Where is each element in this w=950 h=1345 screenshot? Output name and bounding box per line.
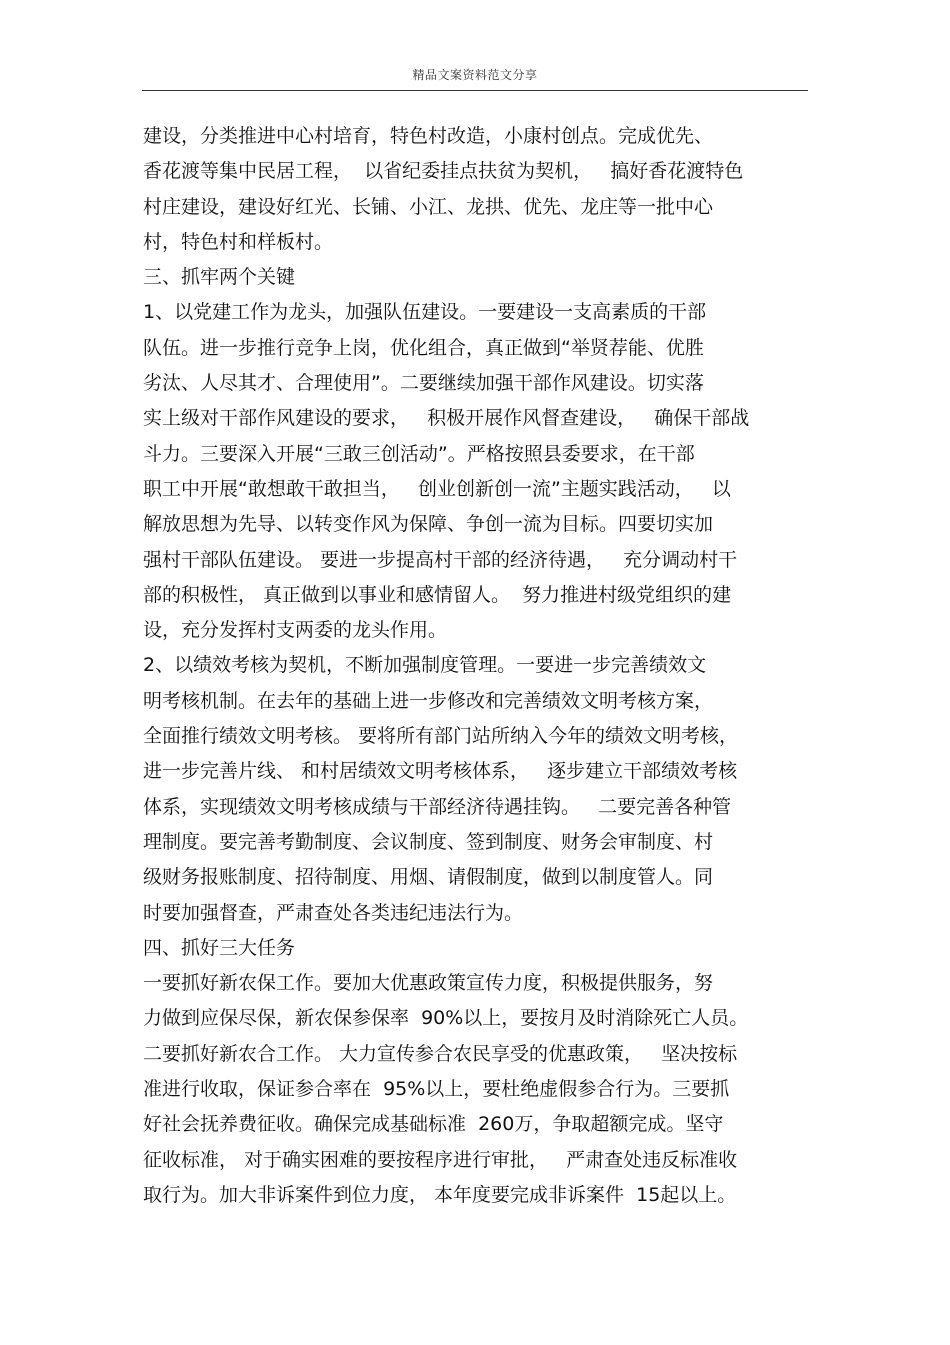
text-line: 斗力。三要深入开展“三敢三创活动”。严格按照县委要求，在干部 bbox=[143, 442, 695, 465]
text-line: 明考核机制。在去年的基础上进一步修改和完善绩效文明考核方案， bbox=[143, 689, 714, 712]
section-heading: 三、抓牢两个关键 bbox=[143, 266, 296, 289]
text-line: 取行为。加大非诉案件到位力度， 本年度要完成非诉案件 15起以上。 bbox=[143, 1183, 737, 1206]
text-line: 劣汰、人尽其才、合理使用”。二要继续加强干部作风建设。切实落 bbox=[143, 372, 704, 395]
text-line: 1、以党建工作为龙头，加强队伍建设。一要建设一支高素质的干部 bbox=[143, 301, 707, 324]
text-line: 进一步完善片线、 和村居绩效文明考核体系， 逐步建立干部绩效考核 bbox=[143, 760, 738, 783]
text-line: 好社会抚养费征收。确保完成基础标准 260万，争取超额完成。坚守 bbox=[143, 1113, 724, 1136]
text-line: 设，充分发挥村支两委的龙头作用。 bbox=[143, 619, 448, 642]
text-line: 时要加强督查，严肃查处各类违纪违法行为。 bbox=[143, 901, 524, 924]
text-line: 力做到应保尽保，新农保参保率 90%以上，要按月及时消除死亡人员。 bbox=[143, 1007, 749, 1030]
text-line: 村，特色村和样板村。 bbox=[143, 230, 334, 253]
page-header: 精品文案资料范文分享 bbox=[412, 68, 538, 82]
text-line: 二要抓好新农合工作。 大力宣传参合农民享受的优惠政策， 坚决按标 bbox=[143, 1042, 738, 1065]
text-line: 级财务报账制度、招待制度、用烟、请假制度，做到以制度管人。同 bbox=[143, 866, 714, 889]
text-line: 建设，分类推进中心村培育，特色村改造，小康村创点。完成优先、 bbox=[143, 125, 714, 147]
text-line: 一要抓好新农保工作。要加大优惠政策宣传力度，积极提供服务，努 bbox=[143, 972, 714, 995]
text-line: 实上级对干部作风建设的要求， 积极开展作风督查建设， 确保干部战 bbox=[143, 407, 750, 430]
text-line: 全面推行绩效文明考核。 要将所有部门站所纳入今年的绩效文明考核， bbox=[143, 725, 739, 748]
text-line: 职工中开展“敢想敢干敢担当， 创业创新创一流”主题实践活动， 以 bbox=[143, 477, 731, 500]
text-line: 香花渡等集中民居工程， 以省纪委挂点扶贫为契机， 搞好香花渡特色 bbox=[143, 160, 744, 183]
text-line: 村庄建设，建设好红光、长铺、小江、龙拱、优先、龙庄等一批中心 bbox=[143, 195, 714, 218]
header-divider bbox=[142, 90, 808, 91]
text-line: 队伍。进一步推行竞争上岗，优化组合，真正做到“举贤荐能、优胜 bbox=[143, 336, 704, 359]
text-line: 体系，实现绩效文明考核成绩与干部经济待遇挂钩。 二要完善各种管 bbox=[143, 795, 732, 818]
text-line: 准进行收取，保证参合率在 95%以上，要杜绝虚假参合行为。三要抓 bbox=[143, 1078, 730, 1101]
text-line: 部的积极性， 真正做到以事业和感情留人。 努力推进村级党组织的建 bbox=[143, 583, 732, 606]
section-heading: 四、抓好三大任务 bbox=[143, 936, 296, 959]
text-line: 征收标准， 对于确实困难的要按程序进行审批， 严肃查处违反标准收 bbox=[143, 1148, 738, 1171]
text-line: 2、以绩效考核为契机，不断加强制度管理。一要进一步完善绩效文 bbox=[143, 654, 707, 677]
text-line: 强村干部队伍建设。 要进一步提高村干部的经济待遇， 充分调动村干 bbox=[143, 548, 738, 571]
text-line: 理制度。要完善考勤制度、会议制度、签到制度、财务会审制度、村 bbox=[143, 830, 714, 853]
document-body bbox=[143, 119, 813, 1213]
text-line: 解放思想为先导、以转变作风为保障、争创一流为目标。四要切实加 bbox=[143, 513, 714, 536]
